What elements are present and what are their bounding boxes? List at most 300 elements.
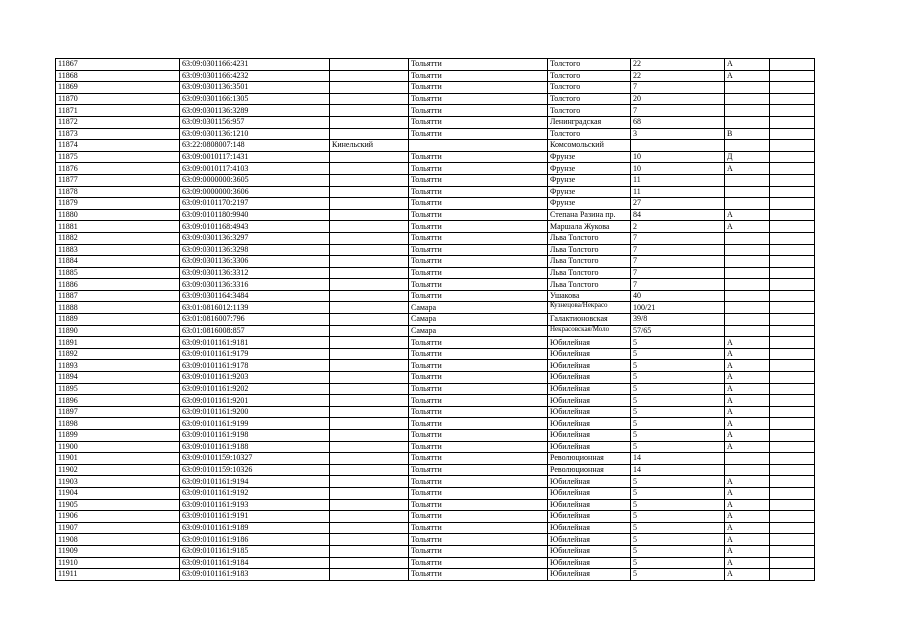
house-number-cell: 11 — [631, 174, 725, 186]
district-cell — [330, 59, 409, 71]
cadastral-number-cell: 63:22:0808007:148 — [180, 140, 330, 152]
building-letter-cell — [725, 174, 770, 186]
building-letter-cell — [725, 325, 770, 337]
building-letter-cell: А — [725, 383, 770, 395]
cadastral-number-cell: 63:09:0000000:3605 — [180, 174, 330, 186]
district-cell: Кинельский — [330, 140, 409, 152]
cadastral-number-cell: 63:09:0101161:9188 — [180, 441, 330, 453]
table-row — [56, 279, 815, 291]
city-cell — [409, 140, 548, 152]
building-letter-cell — [725, 302, 770, 314]
street-cell: Толстого — [548, 70, 631, 82]
empty-cell — [770, 163, 815, 175]
cadastral-number-cell: 63:09:0301136:1210 — [180, 128, 330, 140]
street-cell: Толстого — [548, 82, 631, 94]
city-cell: Тольятти — [409, 383, 548, 395]
street-cell: Юбилейная — [548, 499, 631, 511]
row-number-cell: 11877 — [56, 174, 180, 186]
table-row — [56, 116, 815, 128]
empty-cell — [770, 511, 815, 523]
house-number-cell: 7 — [631, 244, 725, 256]
district-cell — [330, 545, 409, 557]
table-row — [56, 93, 815, 105]
row-number-cell: 11883 — [56, 244, 180, 256]
cadastral-number-cell: 63:09:0000000:3606 — [180, 186, 330, 198]
empty-cell — [770, 383, 815, 395]
street-cell: Фрунзе — [548, 174, 631, 186]
street-cell: Галактионовская — [548, 314, 631, 326]
table-row — [56, 522, 815, 534]
city-cell: Тольятти — [409, 290, 548, 302]
house-number-cell: 14 — [631, 464, 725, 476]
cadastral-number-cell: 63:09:0101161:9184 — [180, 557, 330, 569]
cadastral-number-cell: 63:09:0101161:9185 — [180, 545, 330, 557]
row-number-cell: 11897 — [56, 406, 180, 418]
district-cell — [330, 464, 409, 476]
building-letter-cell: А — [725, 441, 770, 453]
cadastral-number-cell: 63:09:0101159:10326 — [180, 464, 330, 476]
row-number-cell: 11867 — [56, 59, 180, 71]
street-cell: Комсомольский — [548, 140, 631, 152]
street-cell: Юбилейная — [548, 337, 631, 349]
city-cell: Тольятти — [409, 244, 548, 256]
row-number-cell: 11875 — [56, 151, 180, 163]
house-number-cell: 5 — [631, 569, 725, 581]
cadastral-number-cell: 63:09:0301136:3501 — [180, 82, 330, 94]
house-number-cell: 5 — [631, 545, 725, 557]
row-number-cell: 11880 — [56, 209, 180, 221]
city-cell: Тольятти — [409, 128, 548, 140]
district-cell — [330, 360, 409, 372]
building-letter-cell: А — [725, 221, 770, 233]
house-number-cell: 5 — [631, 557, 725, 569]
street-cell: Маршала Жукова — [548, 221, 631, 233]
row-number-cell: 11899 — [56, 430, 180, 442]
street-cell: Льва Толстого — [548, 267, 631, 279]
building-letter-cell: А — [725, 430, 770, 442]
house-number-cell: 5 — [631, 487, 725, 499]
cadastral-number-cell: 63:09:0101159:10327 — [180, 453, 330, 465]
street-cell: Фрунзе — [548, 163, 631, 175]
row-number-cell: 11909 — [56, 545, 180, 557]
building-letter-cell: А — [725, 406, 770, 418]
row-number-cell: 11893 — [56, 360, 180, 372]
table-row — [56, 430, 815, 442]
district-cell — [330, 557, 409, 569]
row-number-cell: 11903 — [56, 476, 180, 488]
city-cell: Тольятти — [409, 105, 548, 117]
cadastral-number-cell: 63:09:0301164:3484 — [180, 290, 330, 302]
street-cell: Юбилейная — [548, 557, 631, 569]
house-number-cell: 40 — [631, 290, 725, 302]
building-letter-cell: А — [725, 163, 770, 175]
city-cell: Тольятти — [409, 406, 548, 418]
cadastral-number-cell: 63:09:0101161:9192 — [180, 487, 330, 499]
table-row — [56, 82, 815, 94]
empty-cell — [770, 70, 815, 82]
city-cell: Самара — [409, 302, 548, 314]
house-number-cell: 11 — [631, 186, 725, 198]
row-number-cell: 11889 — [56, 314, 180, 326]
building-letter-cell: А — [725, 476, 770, 488]
district-cell — [330, 163, 409, 175]
city-cell: Тольятти — [409, 163, 548, 175]
house-number-cell: 5 — [631, 418, 725, 430]
city-cell: Тольятти — [409, 569, 548, 581]
district-cell — [330, 70, 409, 82]
city-cell: Тольятти — [409, 256, 548, 268]
cadastral-number-cell: 63:09:0101161:9201 — [180, 395, 330, 407]
house-number-cell: 7 — [631, 279, 725, 291]
district-cell — [330, 151, 409, 163]
street-cell: Юбилейная — [548, 569, 631, 581]
house-number-cell: 10 — [631, 151, 725, 163]
street-cell: Толстого — [548, 93, 631, 105]
row-number-cell: 11888 — [56, 302, 180, 314]
empty-cell — [770, 82, 815, 94]
table-row — [56, 464, 815, 476]
cadastral-number-cell: 63:09:0010117:4103 — [180, 163, 330, 175]
empty-cell — [770, 267, 815, 279]
row-number-cell: 11884 — [56, 256, 180, 268]
city-cell: Тольятти — [409, 395, 548, 407]
empty-cell — [770, 453, 815, 465]
city-cell: Тольятти — [409, 116, 548, 128]
table-row — [56, 140, 815, 152]
street-cell: Юбилейная — [548, 372, 631, 384]
table-row — [56, 453, 815, 465]
cadastral-number-cell: 63:09:0301136:3316 — [180, 279, 330, 291]
row-number-cell: 11878 — [56, 186, 180, 198]
district-cell — [330, 337, 409, 349]
building-letter-cell: А — [725, 360, 770, 372]
row-number-cell: 11898 — [56, 418, 180, 430]
building-letter-cell: А — [725, 70, 770, 82]
district-cell — [330, 174, 409, 186]
cadastral-number-cell: 63:01:0816012:1139 — [180, 302, 330, 314]
building-letter-cell: А — [725, 337, 770, 349]
row-number-cell: 11895 — [56, 383, 180, 395]
street-cell: Юбилейная — [548, 418, 631, 430]
row-number-cell: 11885 — [56, 267, 180, 279]
cadastral-number-cell: 63:09:0301166:4231 — [180, 59, 330, 71]
house-number-cell: 5 — [631, 337, 725, 349]
street-cell: Толстого — [548, 59, 631, 71]
building-letter-cell — [725, 232, 770, 244]
empty-cell — [770, 348, 815, 360]
cadastral-number-cell: 63:01:0816008:857 — [180, 325, 330, 337]
table-row — [56, 348, 815, 360]
district-cell — [330, 116, 409, 128]
street-cell: Льва Толстого — [548, 232, 631, 244]
empty-cell — [770, 569, 815, 581]
city-cell: Тольятти — [409, 82, 548, 94]
row-number-cell: 11910 — [56, 557, 180, 569]
district-cell — [330, 82, 409, 94]
table-row — [56, 406, 815, 418]
row-number-cell: 11882 — [56, 232, 180, 244]
building-letter-cell: А — [725, 372, 770, 384]
empty-cell — [770, 325, 815, 337]
table-row — [56, 418, 815, 430]
empty-cell — [770, 360, 815, 372]
street-cell: Юбилейная — [548, 476, 631, 488]
building-letter-cell — [725, 464, 770, 476]
building-letter-cell — [725, 256, 770, 268]
district-cell — [330, 186, 409, 198]
table-row — [56, 337, 815, 349]
city-cell: Тольятти — [409, 511, 548, 523]
row-number-cell: 11900 — [56, 441, 180, 453]
district-cell — [330, 441, 409, 453]
building-letter-cell: А — [725, 209, 770, 221]
row-number-cell: 11881 — [56, 221, 180, 233]
building-letter-cell: А — [725, 487, 770, 499]
house-number-cell: 84 — [631, 209, 725, 221]
empty-cell — [770, 418, 815, 430]
city-cell: Тольятти — [409, 174, 548, 186]
district-cell — [330, 511, 409, 523]
table-row — [56, 441, 815, 453]
city-cell: Тольятти — [409, 221, 548, 233]
cadastral-number-cell: 63:09:0101161:9178 — [180, 360, 330, 372]
city-cell: Тольятти — [409, 557, 548, 569]
cadastral-number-cell: 63:09:0101161:9186 — [180, 534, 330, 546]
district-cell — [330, 383, 409, 395]
empty-cell — [770, 337, 815, 349]
row-number-cell: 11892 — [56, 348, 180, 360]
building-letter-cell — [725, 186, 770, 198]
house-number-cell: 7 — [631, 267, 725, 279]
city-cell: Самара — [409, 325, 548, 337]
street-cell: Некрасовская/Моло — [548, 325, 631, 337]
table-row — [56, 534, 815, 546]
house-number-cell: 10 — [631, 163, 725, 175]
table-row — [56, 209, 815, 221]
city-cell: Тольятти — [409, 545, 548, 557]
street-cell: Ушакова — [548, 290, 631, 302]
street-cell: Юбилейная — [548, 441, 631, 453]
table-row — [56, 511, 815, 523]
empty-cell — [770, 186, 815, 198]
city-cell: Тольятти — [409, 279, 548, 291]
district-cell — [330, 406, 409, 418]
cadastral-number-cell: 63:09:0101180:9940 — [180, 209, 330, 221]
building-letter-cell — [725, 244, 770, 256]
building-letter-cell: А — [725, 569, 770, 581]
district-cell — [330, 209, 409, 221]
table-row — [56, 198, 815, 210]
row-number-cell: 11905 — [56, 499, 180, 511]
row-number-cell: 11907 — [56, 522, 180, 534]
empty-cell — [770, 290, 815, 302]
table-row — [56, 383, 815, 395]
house-number-cell: 3 — [631, 128, 725, 140]
street-cell: Юбилейная — [548, 545, 631, 557]
district-cell — [330, 105, 409, 117]
building-letter-cell: А — [725, 418, 770, 430]
district-cell — [330, 569, 409, 581]
house-number-cell: 7 — [631, 232, 725, 244]
table-row — [56, 545, 815, 557]
empty-cell — [770, 198, 815, 210]
city-cell: Тольятти — [409, 464, 548, 476]
empty-cell — [770, 279, 815, 291]
street-cell: Юбилейная — [548, 395, 631, 407]
street-cell: Юбилейная — [548, 348, 631, 360]
empty-cell — [770, 232, 815, 244]
cadastral-number-cell: 63:01:0816007:796 — [180, 314, 330, 326]
building-letter-cell: А — [725, 557, 770, 569]
district-cell — [330, 302, 409, 314]
cadastral-number-cell: 63:09:0101161:9202 — [180, 383, 330, 395]
city-cell: Тольятти — [409, 267, 548, 279]
district-cell — [330, 372, 409, 384]
empty-cell — [770, 209, 815, 221]
table-row — [56, 325, 815, 337]
district-cell — [330, 244, 409, 256]
building-letter-cell: А — [725, 545, 770, 557]
city-cell: Тольятти — [409, 360, 548, 372]
row-number-cell: 11868 — [56, 70, 180, 82]
empty-cell — [770, 487, 815, 499]
house-number-cell: 5 — [631, 430, 725, 442]
street-cell: Юбилейная — [548, 522, 631, 534]
row-number-cell: 11876 — [56, 163, 180, 175]
empty-cell — [770, 545, 815, 557]
house-number-cell: 27 — [631, 198, 725, 210]
cadastral-number-cell: 63:09:0101161:9183 — [180, 569, 330, 581]
house-number-cell: 5 — [631, 499, 725, 511]
district-cell — [330, 325, 409, 337]
cadastral-number-cell: 63:09:0301136:3289 — [180, 105, 330, 117]
city-cell: Тольятти — [409, 487, 548, 499]
house-number-cell: 7 — [631, 105, 725, 117]
street-cell: Льва Толстого — [548, 256, 631, 268]
house-number-cell: 22 — [631, 59, 725, 71]
table-row — [56, 557, 815, 569]
table-row — [56, 221, 815, 233]
cadastral-number-cell: 63:09:0101161:9199 — [180, 418, 330, 430]
cadastral-number-cell: 63:09:0301136:3306 — [180, 256, 330, 268]
cadastral-number-cell: 63:09:0101170:2197 — [180, 198, 330, 210]
empty-cell — [770, 93, 815, 105]
table-row — [56, 174, 815, 186]
empty-cell — [770, 430, 815, 442]
row-number-cell: 11896 — [56, 395, 180, 407]
empty-cell — [770, 116, 815, 128]
district-cell — [330, 279, 409, 291]
table-row — [56, 360, 815, 372]
city-cell: Тольятти — [409, 534, 548, 546]
house-number-cell: 20 — [631, 93, 725, 105]
table-row — [56, 569, 815, 581]
street-cell: Ленинградская — [548, 116, 631, 128]
empty-cell — [770, 557, 815, 569]
house-number-cell: 100/21 — [631, 302, 725, 314]
table-row — [56, 395, 815, 407]
street-cell: Юбилейная — [548, 534, 631, 546]
house-number-cell: 5 — [631, 406, 725, 418]
street-cell: Кузнецова/Некрасо — [548, 302, 631, 314]
district-cell — [330, 267, 409, 279]
table-row — [56, 372, 815, 384]
house-number-cell: 5 — [631, 511, 725, 523]
house-number-cell: 5 — [631, 522, 725, 534]
city-cell: Тольятти — [409, 151, 548, 163]
cadastral-number-cell: 63:09:0101161:9198 — [180, 430, 330, 442]
building-letter-cell — [725, 267, 770, 279]
cadastral-number-cell: 63:09:0301166:4232 — [180, 70, 330, 82]
empty-cell — [770, 302, 815, 314]
building-letter-cell: А — [725, 59, 770, 71]
building-letter-cell — [725, 116, 770, 128]
table-row — [56, 267, 815, 279]
empty-cell — [770, 140, 815, 152]
cadastral-number-cell: 63:09:0301136:3297 — [180, 232, 330, 244]
district-cell — [330, 128, 409, 140]
table-row — [56, 290, 815, 302]
district-cell — [330, 348, 409, 360]
city-cell: Тольятти — [409, 418, 548, 430]
district-cell — [330, 418, 409, 430]
street-cell: Толстого — [548, 128, 631, 140]
empty-cell — [770, 499, 815, 511]
house-number-cell: 14 — [631, 453, 725, 465]
empty-cell — [770, 534, 815, 546]
table-row — [56, 186, 815, 198]
building-letter-cell — [725, 140, 770, 152]
house-number-cell: 39/8 — [631, 314, 725, 326]
city-cell: Тольятти — [409, 522, 548, 534]
street-cell: Фрунзе — [548, 186, 631, 198]
house-number-cell: 2 — [631, 221, 725, 233]
row-number-cell: 11890 — [56, 325, 180, 337]
registry-table-body — [56, 59, 815, 581]
row-number-cell: 11873 — [56, 128, 180, 140]
empty-cell — [770, 128, 815, 140]
building-letter-cell — [725, 314, 770, 326]
table-row — [56, 105, 815, 117]
cadastral-number-cell: 63:09:0301156:957 — [180, 116, 330, 128]
empty-cell — [770, 464, 815, 476]
house-number-cell: 68 — [631, 116, 725, 128]
house-number-cell: 5 — [631, 441, 725, 453]
empty-cell — [770, 59, 815, 71]
row-number-cell: 11894 — [56, 372, 180, 384]
row-number-cell: 11871 — [56, 105, 180, 117]
house-number-cell: 57/65 — [631, 325, 725, 337]
street-cell: Юбилейная — [548, 383, 631, 395]
cadastral-number-cell: 63:09:0101161:9179 — [180, 348, 330, 360]
row-number-cell: 11904 — [56, 487, 180, 499]
building-letter-cell: А — [725, 499, 770, 511]
building-letter-cell: А — [725, 511, 770, 523]
row-number-cell: 11872 — [56, 116, 180, 128]
row-number-cell: 11891 — [56, 337, 180, 349]
district-cell — [330, 522, 409, 534]
empty-cell — [770, 395, 815, 407]
building-letter-cell — [725, 82, 770, 94]
table-row — [56, 302, 815, 314]
district-cell — [330, 395, 409, 407]
table-row — [56, 487, 815, 499]
row-number-cell: 11869 — [56, 82, 180, 94]
house-number-cell: 5 — [631, 476, 725, 488]
district-cell — [330, 290, 409, 302]
empty-cell — [770, 372, 815, 384]
building-letter-cell — [725, 198, 770, 210]
